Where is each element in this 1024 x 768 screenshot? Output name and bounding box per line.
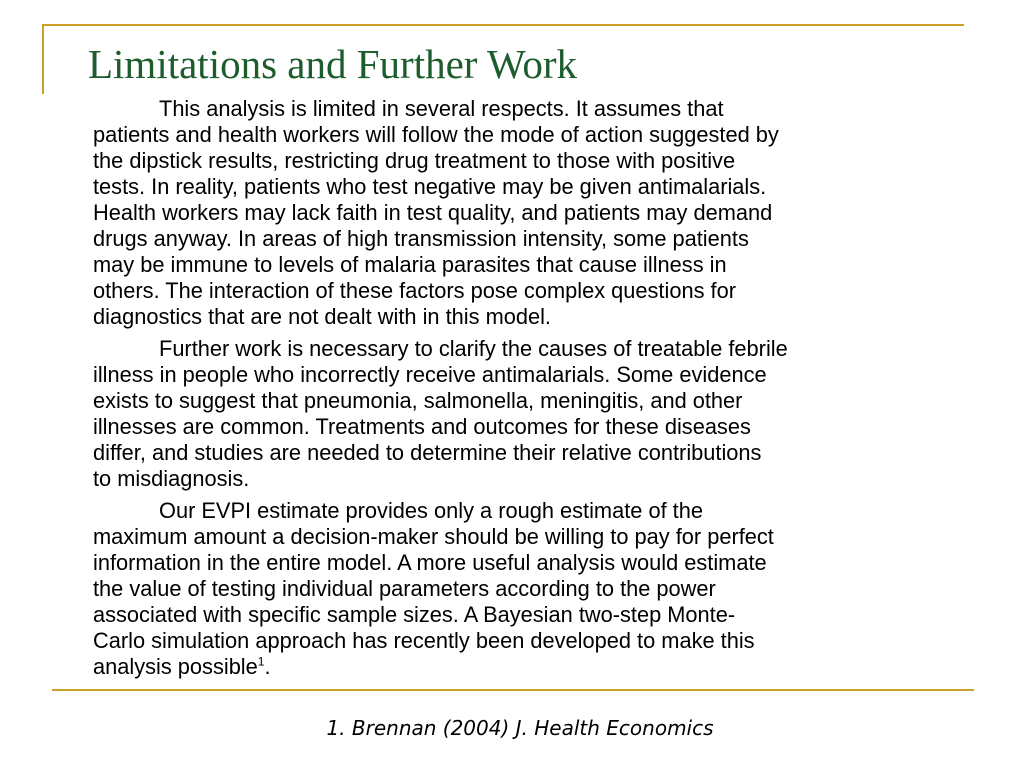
body-line: exists to suggest that pneumonia, salmonella, meningitis, and other <box>93 388 743 413</box>
body-line-last <box>93 654 953 680</box>
body-line: maximum amount a decision-maker should be willing to pay for perfect <box>93 524 774 549</box>
body-line: Carlo simulation approach has recently been developed to make this <box>93 628 755 653</box>
body-line: illness in people who incorrectly receive antimalarials. Some evidence <box>93 362 767 387</box>
body-line: the dipstick results, restricting drug treatment to those with positive <box>93 148 736 173</box>
body-line: others. The interaction of these factors pose complex questions for <box>93 278 736 303</box>
body-line: differ, and studies are needed to determine their relative contributions <box>93 440 762 465</box>
body-line: Our EVPI estimate provides only a rough estimate of the <box>159 498 703 523</box>
paragraph-evpi <box>93 498 953 680</box>
citation-footnote: 1. Brennan (2004) J. Health Economics <box>326 716 714 740</box>
body-line-text: analysis possible <box>93 654 258 679</box>
body-line: illnesses are common. Treatments and outcomes for these diseases <box>93 414 751 439</box>
body-line: diagnostics that are not dealt with in this model. <box>93 304 551 329</box>
body-line: Health workers may lack faith in test quality, and patients may demand <box>93 200 773 225</box>
body-line: may be immune to levels of malaria parasites that cause illness in <box>93 252 727 277</box>
paragraph-limitations <box>93 96 953 330</box>
footnote-marker: 1 <box>257 654 265 669</box>
body-line: tests. In reality, patients who test negative may be given antimalarials. <box>93 174 767 199</box>
body-line: Further work is necessary to clarify the causes of treatable febrile <box>159 336 788 361</box>
bottom-rule <box>52 689 974 691</box>
body-line: associated with specific sample sizes. A Bayesian two-step Monte- <box>93 602 736 627</box>
slide-body <box>93 96 953 686</box>
body-line: drugs anyway. In areas of high transmission intensity, some patients <box>93 226 749 251</box>
body-line: information in the entire model. A more useful analysis would estimate <box>93 550 767 575</box>
slide-title: Limitations and Further Work <box>88 41 578 87</box>
body-line: This analysis is limited in several respects. It assumes that <box>159 96 724 121</box>
left-rule <box>42 24 44 94</box>
paragraph-further-work <box>93 336 953 492</box>
sentence-period: . <box>264 654 271 679</box>
body-line: the value of testing individual parameters according to the power <box>93 576 716 601</box>
body-line: patients and health workers will follow the mode of action suggested by <box>93 122 779 147</box>
body-line: to misdiagnosis. <box>93 466 250 491</box>
top-rule <box>42 24 964 26</box>
